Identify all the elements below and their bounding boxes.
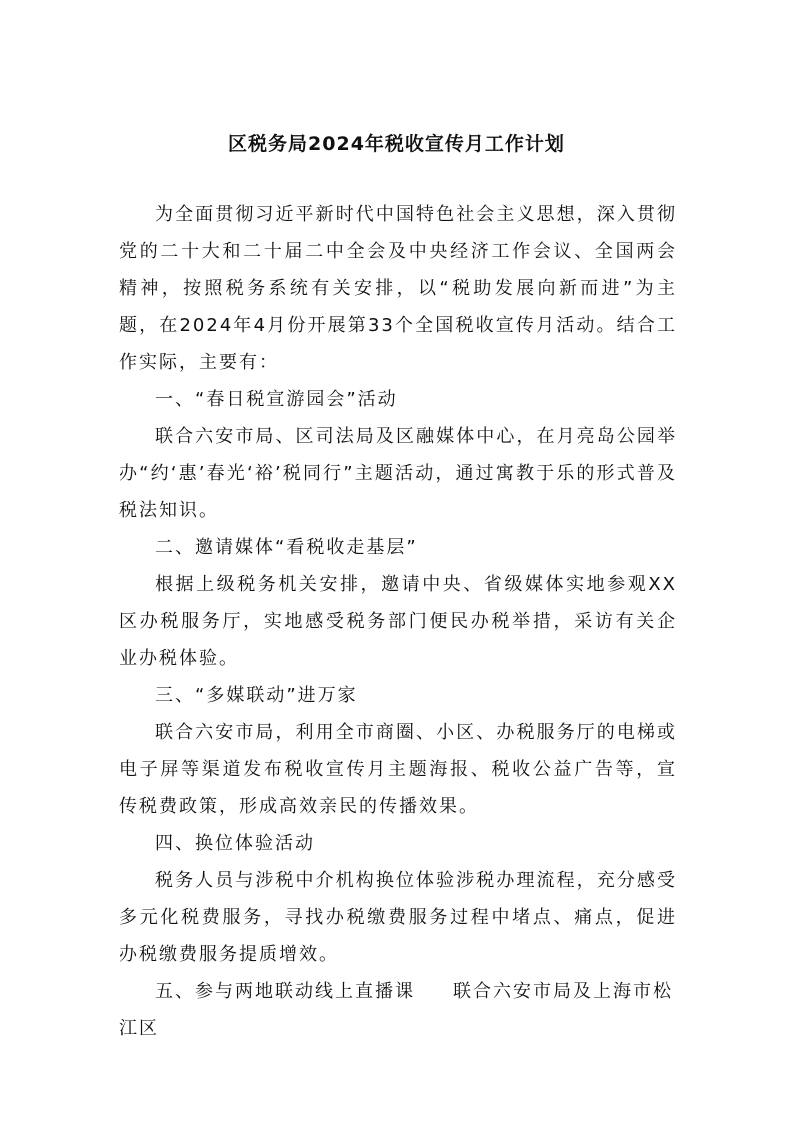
section-1-heading: 一、“春日税宣游园会”活动 [155, 389, 398, 410]
section-2-body: 根据上级税务机关安排，邀请中央、省级媒体实地参观XX区办税服务厅，实地感受税务部门便民办税举措，采访有关企业办税体验。 [119, 574, 677, 669]
section-1-body: 联合六安市局、区司法局及区融媒体中心，在月亮岛公园举办“约‘惠’春光‘裕’税同行”主题活动，通过寓教于乐的形式普及税法知识。 [119, 426, 677, 521]
document-title: 区税务局2024年税收宣传月工作计划 [228, 133, 565, 155]
section-5-body: 联合六安市局及上海市松江区 [119, 981, 673, 1039]
section-4-body: 税务人员与涉税中介机构换位体验涉税办理流程，充分感受多元化税费服务，寻找办税缴费服务过程中堵点、痛点，促进办税缴费服务提质增效。 [119, 870, 677, 965]
section-3-heading: 三、“多媒联动”进万家 [155, 685, 358, 706]
section-5-line [119, 973, 677, 1047]
intro-paragraph: 为全面贯彻习近平新时代中国特色社会主义思想，深入贯彻党的二十大和二十届二中全会及中央经济工作会议、全国两会精神，按照税务系统有关安排，以“税助发展向新而进”为主题，在2024年4月份开展第33个全国税收宣传月活动。结合工作实际，主要有： [119, 204, 677, 373]
section-4-heading: 四、换位体验活动 [155, 833, 315, 854]
section-2-heading: 二、邀请媒体“看税收走基层” [155, 537, 418, 558]
section-5-heading: 五、参与两地联动线上直播课 [155, 981, 415, 1002]
document-body [119, 196, 677, 1047]
section-3-body: 联合六安市局，利用全市商圈、小区、办税服务厅的电梯或电子屏等渠道发布税收宣传月主题海报、税收公益广告等，宣传税费政策，形成高效亲民的传播效果。 [119, 722, 677, 817]
